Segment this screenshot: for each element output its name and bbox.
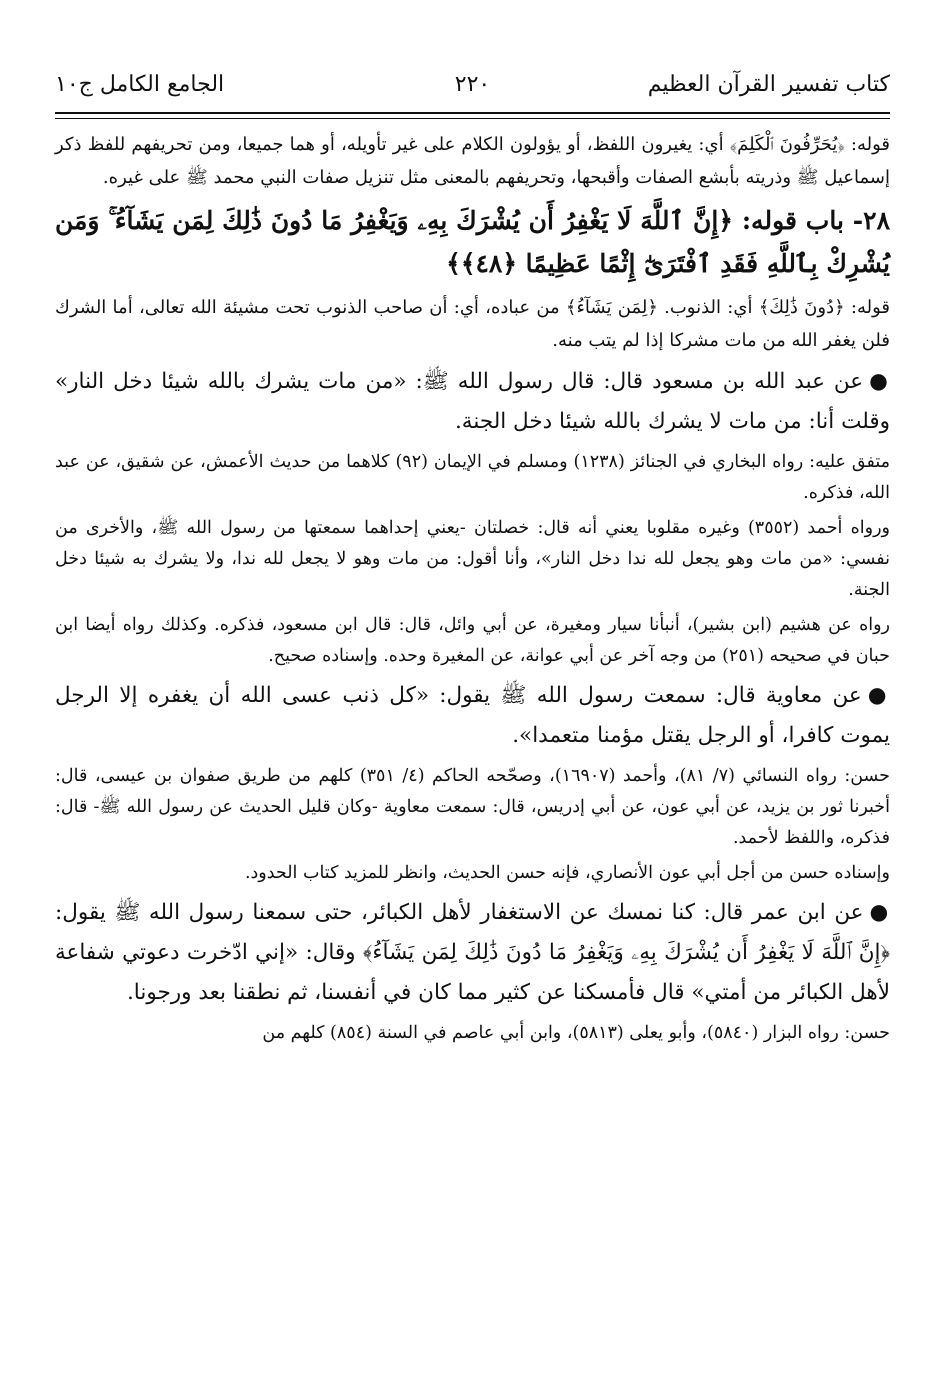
hadith-ibn-umar bbox=[55, 893, 890, 1013]
takhrij-paragraph: وإسناده حسن من أجل أبي عون الأنصاري، فإنه حسن الحديث، وانظر للمزيد كتاب الحدود. bbox=[244, 863, 890, 883]
hadith-text: عن ابن عمر قال: كنا نمسك عن الاستغفار لأهل الكبائر، حتى سمعنا رسول الله ﷺ يقول: ﴿إِنَّ ٱللَّهَ لَا يَغْفِرُ أَن يُشْرَكَ بِهِۦ وَيَغْفِرُ مَا دُونَ ذَٰلِكَ لِمَن يَشَآءُ﴾ وقال: «إني ادّخرت دعوتي شفاعة لأهل الكبائر من أمتي» قال فأمسكنا عن كثير مما كان في أنفسنا، ثم نطقنا بعد ورجونا. bbox=[55, 900, 890, 1005]
bullet-icon: ● bbox=[869, 900, 890, 925]
hadith-muawiya bbox=[55, 676, 890, 756]
paragraph-commentary-duna-dhalik: قوله: ﴿دُونَ ذَٰلِكَ﴾ أي: الذنوب. ﴿لِمَن يَشَآءُ﴾ من عباده، أي: أن صاحب الذنوب تحت مشيئة الله تعالى، أما الشرك فلن يغفر الله من مات مشركا إذا لم يتب منه. bbox=[55, 297, 890, 351]
header-rule-thin bbox=[55, 118, 890, 119]
paragraph-commentary-tahrif: قوله: ﴿يُحَرِّفُونَ ٱلْكَلِمَ﴾ أي: يغيرون اللفظ، أو يؤولون الكلام على غير تأويله، أو هما جميعا، ومن تحريفهم للفظ ذكر إسماعيل ﷺ وذريته بأبشع الصفات وأقبحها، وتحريفهم بالمعنى مثل تنزيل صفات النبي محمد ﷺ على غيره. bbox=[55, 134, 890, 188]
hadith-text: عن عبد الله بن مسعود قال: قال رسول الله ﷺ: «من مات يشرك بالله شيئا دخل النار» وقلت أنا: من مات لا يشرك بالله شيئا دخل الجنة. bbox=[55, 369, 890, 434]
header-rule-thick bbox=[55, 112, 890, 114]
page-header bbox=[55, 62, 890, 106]
page-body bbox=[55, 128, 890, 1053]
bullet-icon: ● bbox=[869, 369, 890, 394]
book-title: كتاب تفسير القرآن العظيم bbox=[647, 72, 890, 97]
page-number: ٢٢٠ bbox=[454, 72, 491, 97]
hadith-text: عن معاوية قال: سمعت رسول الله ﷺ يقول: «كل ذنب عسى الله أن يغفره إلا الرجل يموت كافرا، أو الرجل يقتل مؤمنا متعمدا». bbox=[55, 683, 890, 748]
hadith-ibn-masud bbox=[55, 362, 890, 442]
bullet-icon: ● bbox=[867, 683, 891, 708]
takhrij-paragraph: حسن: رواه النسائي (٧/ ٨١)، وأحمد (١٦٩٠٧)، وصحّحه الحاكم (٤/ ٣٥١) كلهم من طريق صفوان بن عيسى، قال: أخبرنا ثور بن يزيد، عن أبي عون، عن أبي إدريس، قال: سمعت معاوية -وكان قليل الحديث عن رسول الله ﷺ- قال: فذكره، واللفظ لأحمد. bbox=[55, 766, 890, 848]
takhrij-paragraph: متفق عليه: رواه البخاري في الجنائز (١٢٣٨) ومسلم في الإيمان (٩٢) كلاهما من حديث الأعمش، عن شقيق، عن عبد الله، فذكره. bbox=[55, 452, 890, 503]
takhrij-paragraph: رواه عن هشيم (ابن بشير)، أنبأنا سيار ومغيرة، عن أبي وائل، قال: قال ابن مسعود، فذكره. وكذلك رواه أيضا ابن حبان في صحيحه (٢٥١) من وجه آخر عن أبي عوانة، عن المغيرة وحده. وإسناده صحيح. bbox=[55, 615, 890, 666]
takhrij-paragraph: ورواه أحمد (٣٥٥٢) وغيره مقلوبا يعني أنه قال: خصلتان -يعني إحداهما سمعتها من رسول الله ﷺ، والأخرى من نفسي: «من مات وهو يجعل لله ندا دخل النار»، وأنا أقول: من مات وهو لا يجعل لله ندا، ولا يشرك به شيئا دخل الجنة. bbox=[55, 518, 890, 600]
chapter-heading: ٢٨- باب قوله: ﴿إِنَّ ٱللَّهَ لَا يَغْفِرُ أَن يُشْرَكَ بِهِۦ وَيَغْفِرُ مَا دُونَ ذَٰلِكَ لِمَن يَشَآءُ ۚ وَمَن يُشْرِكْ بِٱللَّهِ فَقَدِ ٱفْتَرَىٰٓ إِثْمًا عَظِيمًا ﴿٤٨﴾﴾ bbox=[55, 206, 890, 278]
takhrij-paragraph: حسن: رواه البزار (٥٨٤٠)، وأبو يعلى (٥٨١٣)، وابن أبي عاصم في السنة (٨٥٤) كلهم من bbox=[262, 1023, 890, 1043]
volume-label: الجامع الكامل ج١٠ bbox=[55, 72, 225, 97]
